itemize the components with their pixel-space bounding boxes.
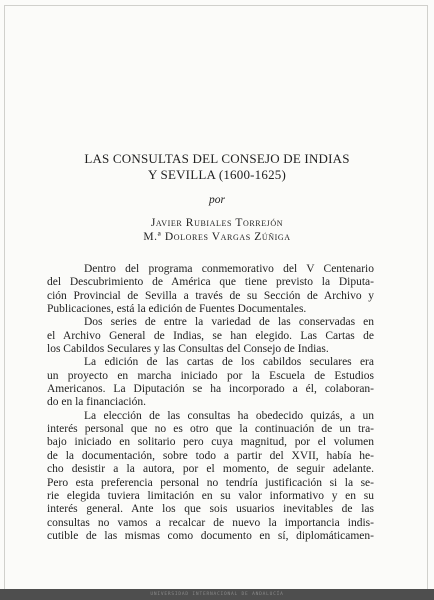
- byline: por: [209, 194, 225, 206]
- text-line: do en la financiación.: [47, 396, 146, 409]
- article-header: [0, 151, 434, 244]
- text-line: cho desistir a la autora, por el momento, de seguir adelante.: [47, 463, 374, 476]
- text-line: Publicaciones, está la edición de Fuentes Documentales.: [47, 303, 307, 316]
- footer-watermark: UNIVERSIDAD INTERNACIONAL DE ANDALUCÍA: [150, 592, 284, 597]
- text-line: Dentro del programa conmemorativo del V Centenario: [84, 263, 374, 275]
- text-line: un proyecto en marcha iniciado por la Escuela de Estudios: [47, 369, 374, 382]
- text-line: los Cabildos Seculares y las Consultas del Consejo de Indias.: [47, 343, 329, 356]
- text-line: consultas no vamos a recalcar de nuevo la importancia indis-: [47, 516, 374, 529]
- author-1: Javier Rubiales Torrejón: [150, 217, 284, 229]
- text-line: del Descubrimiento de América que tiene previsto la Diputa-: [47, 276, 374, 289]
- article-title-line-2: Y SEVILLA (1600-1625): [147, 167, 287, 182]
- text-line: el Archivo General de Indias, se han elegido. Las Cartas de: [47, 329, 374, 342]
- text-line: rie elegida tuviera limitación en su valor informativo y en su: [47, 489, 374, 502]
- text-line: bajo iniciado en solitario pero cuya magnitud, por el volumen: [47, 436, 374, 449]
- text-line: cutible de las mismas como documento en sí, diplomáticamen-: [47, 529, 374, 542]
- text-line: interés general. Ante los que sois usuarios inevitables de las: [47, 503, 374, 516]
- body-paragraph: [47, 356, 374, 409]
- text-line: Pero esta preferencia personal no tendría justificación si la se-: [47, 476, 374, 489]
- text-line: interés personal que no es otro que la continuación de un tra-: [47, 423, 374, 436]
- body-paragraph: [47, 316, 374, 356]
- article-body: [47, 263, 374, 543]
- text-line: ción Provincial de Sevilla a través de su Sección de Archivo y: [47, 289, 374, 302]
- text-line: Dos series de entre la variedad de las conservadas en: [84, 316, 374, 329]
- body-paragraph: [47, 263, 374, 316]
- article-title-line-1: LAS CONSULTAS DEL CONSEJO DE INDIAS: [84, 151, 350, 166]
- text-line: La edición de las cartas de los cabildos seculares era: [84, 356, 374, 369]
- text-line: La elección de las consultas ha obedecido quizás, a un: [84, 409, 374, 422]
- body-paragraph: [47, 410, 374, 543]
- text-line: de la documentación, sobre todo a partir del XVII, había he-: [47, 449, 374, 462]
- text-line: Americanos. La Diputación se ha incorporado a él, colaboran-: [47, 383, 374, 396]
- author-2: M.ª Dolores Vargas Zúñiga: [143, 231, 291, 243]
